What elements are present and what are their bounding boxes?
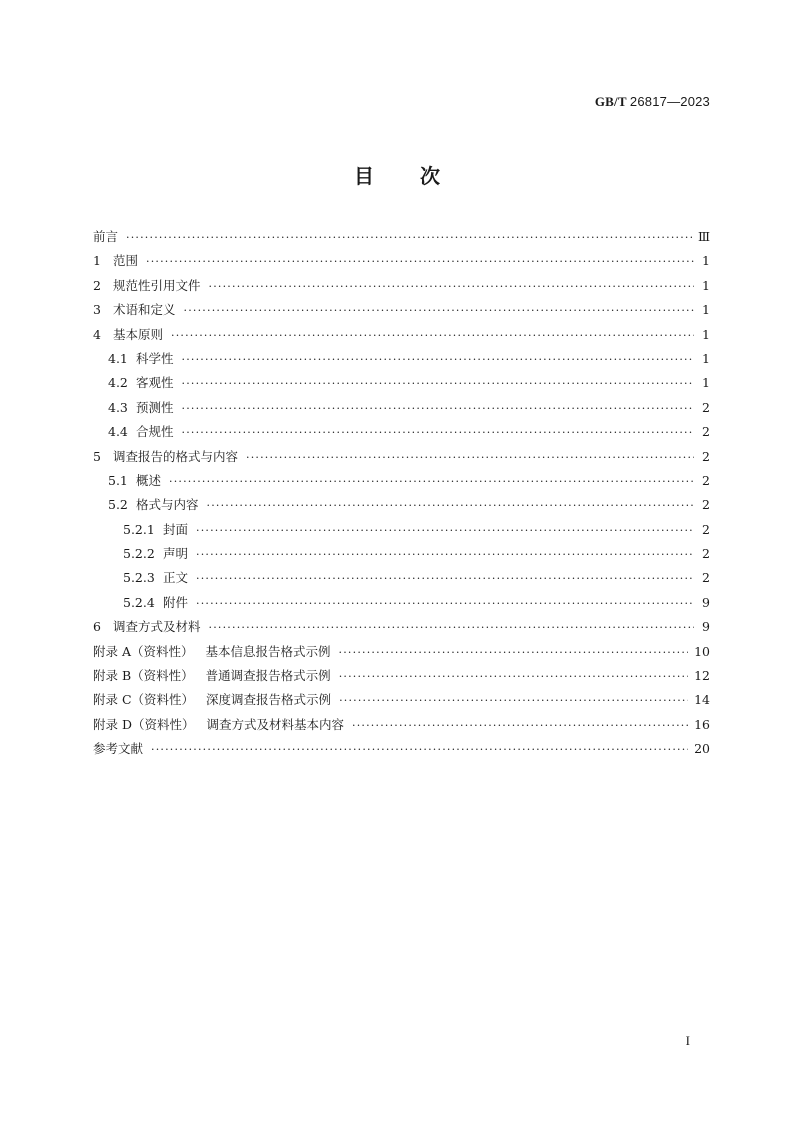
toc-entry-page: 2 bbox=[702, 424, 710, 440]
toc-entry-page: 12 bbox=[694, 668, 710, 684]
toc-leader-dots bbox=[171, 326, 694, 346]
toc-entry-number: 附录 D（资料性） bbox=[93, 716, 195, 732]
toc-entry[interactable] bbox=[93, 447, 710, 471]
toc-entry[interactable] bbox=[93, 520, 710, 544]
toc-entry[interactable] bbox=[93, 373, 710, 397]
toc-entry[interactable] bbox=[93, 251, 710, 275]
toc-entry-page: 14 bbox=[694, 692, 710, 708]
toc-entry-page: 1 bbox=[702, 277, 710, 293]
toc-leader-dots bbox=[169, 472, 694, 492]
toc-entry-page: 2 bbox=[702, 570, 710, 586]
toc-entry-page: 16 bbox=[694, 716, 710, 732]
toc-entry-number: 5.2.1 bbox=[123, 521, 155, 537]
toc-entry-title: 科学性 bbox=[136, 350, 174, 366]
toc-entry[interactable] bbox=[93, 642, 710, 666]
toc-entry-number: 5.2 bbox=[108, 497, 128, 513]
toc-entry-page: 1 bbox=[702, 302, 710, 318]
toc-entry[interactable] bbox=[93, 471, 710, 495]
toc-entry[interactable] bbox=[93, 300, 710, 324]
toc-entry-number: 4.4 bbox=[108, 424, 128, 440]
toc-entry-number: 5.2.4 bbox=[123, 594, 155, 610]
toc-entry-number: 附录 C（资料性） bbox=[93, 692, 195, 708]
toc-entry[interactable] bbox=[93, 544, 710, 568]
toc-entry[interactable] bbox=[93, 568, 710, 592]
standard-code-prefix: GB/T bbox=[594, 94, 627, 109]
toc-entry-title: 预测性 bbox=[136, 399, 174, 415]
toc-entry-page: 2 bbox=[702, 521, 710, 537]
toc-entry-title: 声明 bbox=[163, 546, 189, 562]
toc-entry[interactable] bbox=[93, 666, 710, 690]
toc-entry-page: 20 bbox=[694, 741, 710, 757]
toc-entry-number: 附录 A（资料性） bbox=[93, 643, 194, 659]
toc-entry-title: 概述 bbox=[136, 472, 162, 488]
toc-entry-title: 合规性 bbox=[136, 424, 174, 440]
toc-entry-page: 2 bbox=[702, 399, 710, 415]
toc-entry-number: 2 bbox=[93, 277, 101, 293]
toc-entry-page: 2 bbox=[702, 497, 710, 513]
toc-leader-dots bbox=[182, 374, 694, 394]
toc-entry-number: 4.2 bbox=[108, 375, 128, 391]
toc-entry-number: 5.2.2 bbox=[123, 546, 155, 562]
toc-entry-title: 封面 bbox=[163, 521, 189, 537]
toc-entry-page: 1 bbox=[702, 253, 710, 269]
toc-entry-number: 4 bbox=[93, 326, 101, 342]
toc-entry-title: 客观性 bbox=[136, 375, 174, 391]
toc-entry-title: 调查方式及材料基本内容 bbox=[206, 716, 345, 732]
toc-entry[interactable] bbox=[93, 495, 710, 519]
toc-entry-page: 2 bbox=[702, 546, 710, 562]
toc-leader-dots bbox=[196, 521, 694, 541]
toc-entry-page: 9 bbox=[702, 594, 710, 610]
toc-leader-dots bbox=[209, 618, 694, 638]
toc-entry[interactable] bbox=[93, 593, 710, 617]
title-char-2: 次 bbox=[420, 164, 440, 188]
toc-entry-title: 基本信息报告格式示例 bbox=[205, 643, 331, 659]
toc-entry[interactable] bbox=[93, 227, 710, 251]
toc-entry-title: 参考文献 bbox=[93, 741, 144, 757]
toc-entry-title: 规范性引用文件 bbox=[113, 277, 201, 293]
toc-entry-title: 术语和定义 bbox=[113, 302, 176, 318]
toc-entry-number: 3 bbox=[93, 302, 101, 318]
footer-page-number: I bbox=[685, 1033, 690, 1048]
toc-leader-dots bbox=[339, 667, 688, 687]
toc-entry[interactable] bbox=[93, 325, 710, 349]
toc-entry[interactable] bbox=[93, 276, 710, 300]
toc-entry[interactable] bbox=[93, 349, 710, 373]
toc-entry[interactable] bbox=[93, 617, 710, 641]
toc-entry-page: 10 bbox=[694, 643, 710, 659]
toc-leader-dots bbox=[207, 496, 694, 516]
toc-entry-title: 普通调查报告格式示例 bbox=[205, 668, 331, 684]
toc-entry-number: 5.1 bbox=[108, 472, 128, 488]
toc-entry-page: 2 bbox=[702, 472, 710, 488]
toc-leader-dots bbox=[182, 399, 694, 419]
toc-entry-title: 前言 bbox=[93, 229, 119, 244]
toc-leader-dots bbox=[196, 569, 694, 589]
toc-leader-dots bbox=[151, 740, 688, 760]
toc-entry-number: 4.1 bbox=[108, 350, 128, 366]
toc-entry-number: 5 bbox=[93, 448, 101, 464]
toc-entry-page: 9 bbox=[702, 619, 710, 635]
toc-leader-dots bbox=[339, 691, 688, 711]
toc-entry-number: 6 bbox=[93, 619, 101, 635]
toc-leader-dots bbox=[196, 545, 694, 565]
toc-entry-number: 1 bbox=[93, 253, 101, 269]
toc-entry[interactable] bbox=[93, 739, 710, 763]
title-char-1: 目 bbox=[354, 164, 374, 188]
toc-entry-title: 范围 bbox=[113, 253, 139, 269]
toc-leader-dots bbox=[339, 643, 689, 663]
toc-leader-dots bbox=[209, 277, 694, 297]
toc-entry-number: 4.3 bbox=[108, 399, 128, 415]
page-title bbox=[0, 160, 794, 189]
toc-entry-number: 附录 B（资料性） bbox=[93, 668, 194, 684]
toc-leader-dots bbox=[182, 350, 694, 370]
standard-code bbox=[595, 94, 710, 110]
toc-entry[interactable] bbox=[93, 715, 710, 739]
toc-entry-page: 2 bbox=[702, 448, 710, 464]
toc-leader-dots bbox=[182, 423, 694, 443]
toc-leader-dots bbox=[196, 594, 694, 614]
toc-entry[interactable] bbox=[93, 690, 710, 714]
toc-entry-number: 5.2.3 bbox=[123, 570, 155, 586]
toc-entry-title: 附件 bbox=[163, 594, 189, 610]
toc-entry-page: 1 bbox=[702, 375, 710, 391]
toc-leader-dots bbox=[126, 228, 692, 248]
toc-entry-title: 基本原则 bbox=[113, 326, 164, 342]
toc-leader-dots bbox=[246, 448, 694, 468]
table-of-contents bbox=[93, 227, 710, 764]
toc-entry-page: Ⅲ bbox=[697, 229, 710, 244]
toc-entry-title: 正文 bbox=[163, 570, 189, 586]
toc-entry-title: 格式与内容 bbox=[136, 497, 199, 513]
toc-entry-page: 1 bbox=[702, 326, 710, 342]
toc-entry-title: 深度调查报告格式示例 bbox=[206, 692, 332, 708]
toc-leader-dots bbox=[184, 301, 694, 321]
toc-entry-page: 1 bbox=[702, 350, 710, 366]
toc-leader-dots bbox=[352, 716, 688, 736]
toc-entry[interactable] bbox=[93, 398, 710, 422]
toc-entry-title: 调查报告的格式与内容 bbox=[113, 448, 239, 464]
toc-entry[interactable] bbox=[93, 422, 710, 446]
standard-code-number: 26817—2023 bbox=[629, 94, 710, 109]
toc-entry-title: 调查方式及材料 bbox=[113, 619, 201, 635]
toc-leader-dots bbox=[146, 252, 694, 272]
